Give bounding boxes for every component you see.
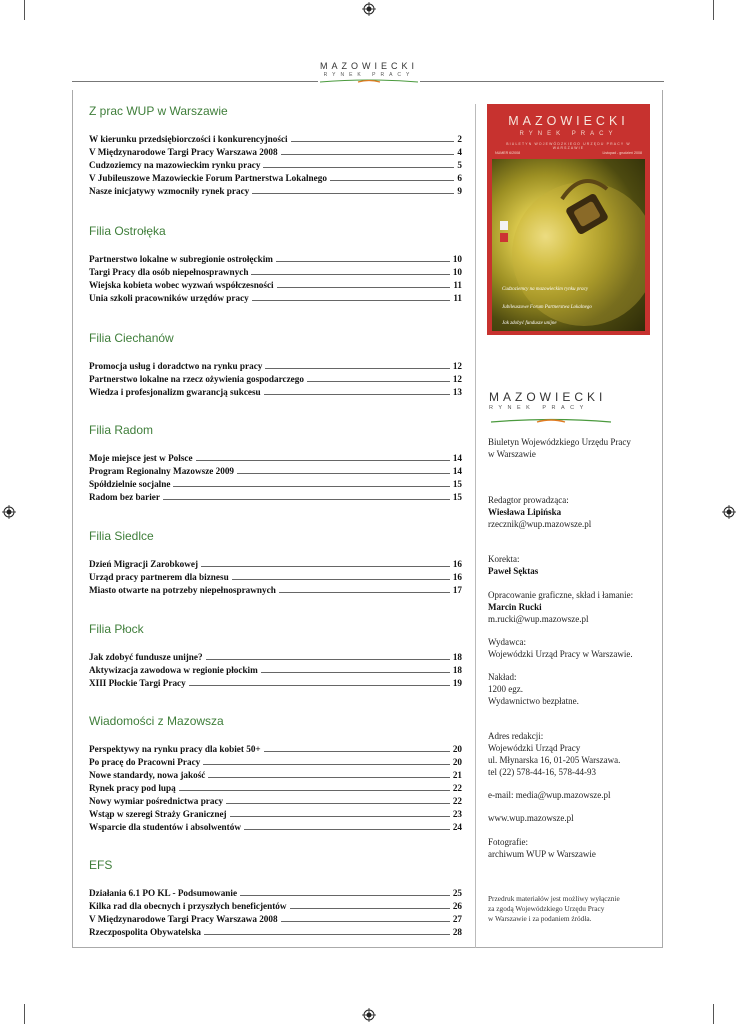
crop-mark	[713, 1004, 714, 1024]
circulation-note: Wydawnictwo bezpłatne.	[488, 696, 579, 706]
toc-entry-page: 23	[452, 809, 462, 819]
toc-leader-line	[265, 368, 449, 369]
magazine-cover	[487, 104, 650, 335]
toc-leader-line	[277, 287, 451, 288]
toc-entry-title: Promocja usług i doradctwo na rynku pracy	[89, 361, 263, 371]
toc-entry-title: Dzień Migracji Zarobkowej	[89, 559, 199, 569]
toc-entry-page: 20	[452, 744, 462, 754]
section-heading: Filia Siedlce	[89, 529, 154, 543]
toc-entry[interactable]	[89, 649, 462, 662]
editor-email: rzecznik@wup.mazowsze.pl	[488, 519, 592, 529]
toc-entry[interactable]	[89, 767, 462, 780]
registration-mark-icon	[722, 505, 736, 519]
toc-entry[interactable]	[89, 131, 462, 144]
masthead-email: e-mail: media@wup.mazowsze.pl	[488, 790, 611, 800]
toc-entry[interactable]	[89, 556, 462, 569]
toc-leader-line	[244, 829, 450, 830]
toc-entry-page: 10	[452, 267, 462, 277]
cover-subtitle: RYNEK PRACY	[519, 131, 618, 137]
toc-entry-page: 11	[453, 293, 462, 303]
toc-entry-title: V Jubileuszowe Mazowieckie Forum Partnerstwa Lokalnego	[89, 173, 327, 183]
masthead-logo-title: MAZOWIECKI	[489, 390, 607, 404]
header-rule	[72, 81, 318, 82]
toc-entry-page: 5	[457, 160, 462, 170]
toc-entry-page: 14	[452, 453, 462, 463]
cover-date: Listopad - grudzień 2008	[602, 151, 642, 155]
toc-entry[interactable]	[89, 911, 462, 924]
toc-entry-title: Wsparcie dla studentów i absolwentów	[89, 822, 241, 832]
toc-entry-title: Moje miejsce jest w Polsce	[89, 453, 193, 463]
toc-entry-title: Wiedza i profesjonalizm gwarancją sukcesu	[89, 387, 261, 397]
toc-entry[interactable]	[89, 264, 462, 277]
toc-leader-line	[281, 154, 455, 155]
note-line: w Warszawie i za podaniem źródła.	[488, 914, 592, 923]
toc-entry[interactable]	[89, 358, 462, 371]
section-heading: EFS	[89, 858, 113, 872]
toc-entry-title: Partnerstwo lokalne na rzecz ożywienia gospodarczego	[89, 374, 304, 384]
logo-swoosh-icon	[489, 418, 613, 424]
toc-entry[interactable]	[89, 371, 462, 384]
photos-label: Fotografie:	[488, 837, 528, 847]
toc-leader-line	[208, 777, 449, 778]
header-logo-subtitle: RYNEK PRACY	[323, 72, 415, 78]
toc-entry-title: Nowe standardy, nowa jakość	[89, 770, 206, 780]
toc-entry-page: 16	[452, 559, 462, 569]
toc-leader-line	[252, 300, 451, 301]
toc-entry-title: Program Regionalny Mazowsze 2009	[89, 466, 235, 476]
toc-entry[interactable]	[89, 780, 462, 793]
description-line: w Warszawie	[488, 449, 536, 459]
circulation-value: 1200 egz.	[488, 684, 523, 694]
toc-entry-page: 25	[452, 888, 462, 898]
toc-entry-page: 6	[457, 173, 462, 183]
masthead-description	[488, 436, 658, 460]
toc-leader-line	[251, 274, 449, 275]
crop-mark	[713, 0, 714, 20]
cover-headline: Jak zdobyć fundusze unijne	[502, 321, 557, 326]
toc-entry-title: Perspektywy na rynku pracy dla kobiet 50+	[89, 744, 261, 754]
toc-entry-page: 22	[452, 796, 462, 806]
note-line: za zgodą Wojewódzkiego Urzędu Pracy	[488, 904, 605, 913]
toc-entry-page: 14	[452, 466, 462, 476]
toc-entry[interactable]	[89, 754, 462, 767]
cover-headline: Cudzoziemcy na mazowieckim rynku pracy	[502, 287, 589, 292]
toc-entry[interactable]	[89, 675, 462, 688]
toc-entry[interactable]	[89, 741, 462, 754]
toc-leader-line	[179, 790, 450, 791]
toc-entry[interactable]	[89, 885, 462, 898]
masthead-proofreading	[488, 553, 658, 577]
toc-entry-page: 12	[452, 361, 462, 371]
toc-entry-title: Cudzoziemcy na mazowieckim rynku pracy	[89, 160, 261, 170]
toc-leader-line	[203, 764, 450, 765]
toc-entry[interactable]	[89, 489, 462, 502]
toc-leader-line	[173, 486, 449, 487]
toc-entry-title: Unia szkoli pracowników urzędów pracy	[89, 293, 249, 303]
masthead-publisher	[488, 636, 658, 660]
toc-entry-page: 13	[452, 387, 462, 397]
toc-entry-page: 28	[452, 927, 462, 937]
toc-entry-page: 26	[452, 901, 462, 911]
registration-mark-icon	[362, 1008, 376, 1022]
toc-entry[interactable]	[89, 793, 462, 806]
toc-leader-line	[189, 685, 450, 686]
section-heading: Filia Ciechanów	[89, 331, 174, 345]
toc-entry-page: 17	[452, 585, 462, 595]
toc-entry-title: W kierunku przedsiębiorczości i konkurencyjności	[89, 134, 288, 144]
toc-entry-page: 18	[452, 652, 462, 662]
column-divider	[475, 104, 476, 948]
toc-entry-title: Kilka rad dla obecnych i przyszłych beneficjentów	[89, 901, 287, 911]
header-logo-title: MAZOWIECKI	[320, 61, 418, 71]
masthead-editor	[488, 494, 658, 530]
toc-leader-line	[240, 895, 450, 896]
toc-entry-page: 20	[452, 757, 462, 767]
toc-entry[interactable]	[89, 819, 462, 832]
cover-issue: NUMER 6/2008	[495, 151, 521, 155]
toc-entry-title: Urząd pracy partnerem dla biznesu	[89, 572, 229, 582]
crop-mark	[24, 0, 25, 20]
toc-entry-page: 15	[452, 479, 462, 489]
toc-entry-page: 15	[452, 492, 462, 502]
address-label: Adres redakcji:	[488, 731, 544, 741]
toc-entry-title: Radom bez barier	[89, 492, 160, 502]
toc-entry-page: 10	[452, 254, 462, 264]
address-line: ul. Młynarska 16, 01-205 Warszawa.	[488, 755, 621, 765]
masthead-address	[488, 730, 658, 778]
toc-leader-line	[232, 579, 450, 580]
toc-leader-line	[330, 180, 454, 181]
toc-entry-title: Nasze inicjatywy wzmocniły rynek pracy	[89, 186, 250, 196]
toc-entry[interactable]	[89, 898, 462, 911]
masthead-www: www.wup.mazowsze.pl	[488, 813, 574, 823]
toc-entry-page: 18	[452, 665, 462, 675]
toc-entry-title: Rzeczpospolita Obywatelska	[89, 927, 202, 937]
publisher-name: Wojewódzki Urząd Pracy w Warszawie.	[488, 649, 633, 659]
toc-entry[interactable]	[89, 450, 462, 463]
toc-leader-line	[204, 934, 450, 935]
toc-leader-line	[261, 672, 450, 673]
design-email: m.rucki@wup.mazowsze.pl	[488, 614, 589, 624]
toc-leader-line	[196, 460, 450, 461]
toc-leader-line	[206, 659, 450, 660]
cover-headline: Jubileuszowe Forum Partnerstwa Lokalnego	[502, 305, 592, 310]
header-logo	[0, 61, 738, 78]
toc-leader-line	[252, 193, 454, 194]
toc-entry[interactable]	[89, 476, 462, 489]
masthead-circulation	[488, 671, 658, 707]
masthead-logo-subtitle: RYNEK PRACY	[489, 405, 589, 411]
toc-entry-title: Po pracę do Pracowni Pracy	[89, 757, 201, 767]
editor-label: Redagtor prowadząca:	[488, 495, 569, 505]
toc-leader-line	[290, 908, 450, 909]
toc-entry-page: 16	[452, 572, 462, 582]
toc-entry-title: Jak zdobyć fundusze unijne?	[89, 652, 203, 662]
toc-entry[interactable]	[89, 924, 462, 937]
header-rule	[420, 81, 664, 82]
registration-mark-icon	[2, 505, 16, 519]
editor-name: Wiesława Lipińska	[488, 507, 562, 517]
section-heading: Filia Radom	[89, 423, 154, 437]
cover-strip: BIULETYN WOJEWÓDZKIEGO URZĘDU PRACY W WARSZAWIE	[506, 142, 631, 150]
section-heading: Filia Płock	[89, 622, 144, 636]
proof-label: Korekta:	[488, 554, 520, 564]
design-label: Opracowanie graficzne, skład i łamanie:	[488, 590, 634, 600]
toc-leader-line	[263, 167, 454, 168]
section-heading: Z prac WUP w Warszawie	[89, 104, 228, 118]
toc-entry-title: Aktywizacja zawodowa w regionie płockim	[89, 665, 258, 675]
toc-entry-page: 24	[452, 822, 462, 832]
registration-mark-icon	[362, 2, 376, 16]
section-heading: Wiadomości z Mazowsza	[89, 714, 224, 728]
toc-entry[interactable]	[89, 277, 462, 290]
circulation-label: Nakład:	[488, 672, 517, 682]
toc-entry-page: 9	[457, 186, 462, 196]
toc-entry-title: Partnerstwo lokalne w subregionie ostrołęckim	[89, 254, 273, 264]
toc-leader-line	[264, 751, 450, 752]
toc-entry-title: Rynek pracy pod lupą	[89, 783, 176, 793]
toc-leader-line	[163, 499, 450, 500]
toc-entry-title: Wiejska kobieta wobec wyzwań współczesności	[89, 280, 274, 290]
toc-leader-line	[279, 592, 450, 593]
toc-entry-title: XIII Płockie Targi Pracy	[89, 678, 186, 688]
note-line: Przedruk materiałów jest możliwy wyłącznie	[488, 894, 620, 903]
logo-swoosh-icon	[318, 79, 420, 84]
toc-entry[interactable]	[89, 662, 462, 675]
toc-entry-title: V Międzynarodowe Targi Pracy Warszawa 2008	[89, 147, 278, 157]
reprint-note	[488, 894, 658, 924]
toc-leader-line	[201, 566, 450, 567]
toc-entry[interactable]	[89, 170, 462, 183]
address-line: Wojewódzki Urząd Pracy	[488, 743, 581, 753]
toc-entry-page: 21	[452, 770, 462, 780]
toc-entry-page: 19	[452, 678, 462, 688]
description-line: Biuletyn Wojewódzkiego Urzędu Pracy	[488, 437, 631, 447]
toc-entry-title: Spółdzielnie socjalne	[89, 479, 171, 489]
toc-entry[interactable]	[89, 251, 462, 264]
masthead-logo	[489, 390, 619, 429]
toc-leader-line	[226, 803, 450, 804]
crop-mark	[24, 1004, 25, 1024]
toc-entry-title: Wstąp w szeregi Straży Granicznej	[89, 809, 227, 819]
toc-leader-line	[291, 141, 455, 142]
toc-entry-page: 12	[452, 374, 462, 384]
toc-entry[interactable]	[89, 384, 462, 397]
toc-leader-line	[237, 473, 450, 474]
toc-leader-line	[276, 261, 450, 262]
toc-entry-page: 22	[452, 783, 462, 793]
toc-entry-title: Nowy wymiar pośrednictwa pracy	[89, 796, 224, 806]
toc-leader-line	[264, 394, 450, 395]
publisher-label: Wydawca:	[488, 637, 526, 647]
toc-entry[interactable]	[89, 157, 462, 170]
cover-photo-ornament	[492, 159, 645, 331]
toc-entry[interactable]	[89, 290, 462, 303]
toc-entry-page: 11	[453, 280, 462, 290]
toc-entry-page: 27	[452, 914, 462, 924]
design-name: Marcin Rucki	[488, 602, 542, 612]
masthead-design	[488, 589, 658, 625]
toc-entry[interactable]	[89, 144, 462, 157]
photos-value: archiwum WUP w Warszawie	[488, 849, 596, 859]
toc-entry[interactable]	[89, 806, 462, 819]
proof-name: Paweł Sęktas	[488, 566, 539, 576]
toc-entry-page: 4	[457, 147, 462, 157]
toc-entry[interactable]	[89, 569, 462, 582]
toc-entry-page: 2	[457, 134, 462, 144]
toc-entry[interactable]	[89, 463, 462, 476]
toc-entry-title: V Międzynarodowe Targi Pracy Warszawa 2008	[89, 914, 278, 924]
toc-entry[interactable]	[89, 582, 462, 595]
toc-entry-title: Działania 6.1 PO KL - Podsumowanie	[89, 888, 238, 898]
cover-title: MAZOWIECKI	[508, 114, 629, 128]
section-heading: Filia Ostrołęka	[89, 224, 166, 238]
toc-entry-title: Miasto otwarte na potrzeby niepełnosprawnych	[89, 585, 276, 595]
toc-entry-title: Targi Pracy dla osób niepełnosprawnych	[89, 267, 249, 277]
toc-leader-line	[281, 921, 450, 922]
toc-leader-line	[307, 381, 450, 382]
masthead-photos	[488, 836, 658, 860]
address-line: tel (22) 578-44-16, 578-44-93	[488, 767, 596, 777]
toc-entry[interactable]	[89, 183, 462, 196]
toc-leader-line	[230, 816, 450, 817]
